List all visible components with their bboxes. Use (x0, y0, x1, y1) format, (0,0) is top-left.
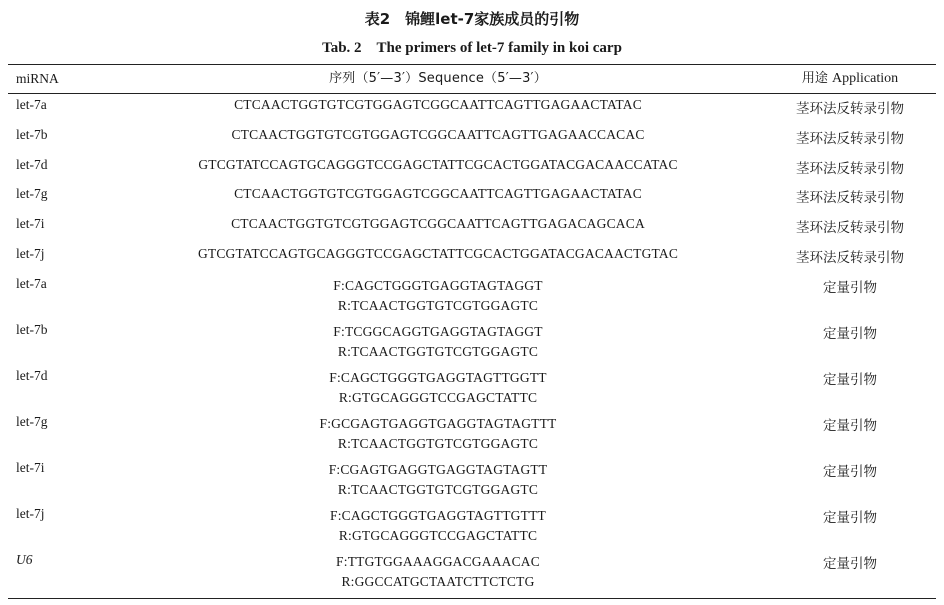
row-application: 定量引物 (823, 464, 877, 480)
row-mirna: let-7g (16, 414, 48, 429)
row-application: 茎环法反转录引物 (796, 220, 904, 236)
reverse-primer: R:GTGCAGGGTCCGAGCTATTC (338, 528, 538, 543)
row-sequence (158, 322, 718, 362)
header-mirna: miRNA (16, 71, 59, 86)
row-sequence: CTCAACTGGTGTCGTGGAGTCGGCAATTCAGTTGAGAACTATAC (234, 97, 642, 112)
row-application: 茎环法反转录引物 (796, 101, 904, 117)
row-sequence (158, 414, 718, 454)
row-sequence: CTCAACTGGTGTCGTGGAGTCGGCAATTCAGTTGAGAACTATAC (234, 186, 642, 201)
forward-primer: F:CGAGTGAGGTGAGGTAGTAGTT (328, 462, 548, 477)
reverse-primer: R:TCAACTGGTGTCGTGGAGTC (337, 298, 539, 313)
table-header (8, 69, 936, 89)
row-mirna: let-7i (16, 216, 45, 231)
row-application: 定量引物 (823, 556, 877, 572)
forward-primer: F:GCGAGTGAGGTGAGGTAGTAGTTT (319, 416, 557, 431)
reverse-primer: R:TCAACTGGTGTCGTGGAGTC (337, 482, 539, 497)
row-sequence (158, 506, 718, 546)
row-application: 茎环法反转录引物 (796, 190, 904, 206)
forward-primer: F:CAGCTGGGTGAGGTAGTTGGTT (329, 370, 547, 385)
row-sequence (158, 276, 718, 316)
reverse-primer: R:GGCCATGCTAATCTTCTCTG (341, 574, 535, 589)
row-mirna: let-7d (16, 368, 48, 383)
row-sequence (158, 460, 718, 500)
row-mirna: let-7d (16, 157, 48, 172)
row-application: 定量引物 (823, 372, 877, 388)
row-application: 定量引物 (823, 326, 877, 342)
row-mirna: U6 (16, 552, 33, 567)
row-application: 茎环法反转录引物 (796, 250, 904, 266)
forward-primer: F:TCGGCAGGTGAGGTAGTAGGT (333, 324, 543, 339)
reverse-primer: R:TCAACTGGTGTCGTGGAGTC (337, 344, 539, 359)
row-application: 定量引物 (823, 418, 877, 434)
table-title-en: Tab. 2 The primers of let-7 family in koi carp (322, 40, 622, 56)
row-sequence: CTCAACTGGTGTCGTGGAGTCGGCAATTCAGTTGAGACAGCACA (231, 216, 645, 231)
row-sequence (158, 368, 718, 408)
table-header-rule (8, 93, 936, 94)
row-mirna: let-7a (16, 97, 47, 112)
reverse-primer: R:GTGCAGGGTCCGAGCTATTC (338, 390, 538, 405)
header-sequence: 序列（5′—3′）Sequence（5′—3′） (329, 71, 547, 86)
row-mirna: let-7i (16, 460, 45, 475)
reverse-primer: R:TCAACTGGTGTCGTGGAGTC (337, 436, 539, 451)
table-top-rule (8, 64, 936, 65)
forward-primer: F:TTGTGGAAAGGACGAAACAC (336, 554, 540, 569)
row-sequence: GTCGTATCCAGTGCAGGGTCCGAGCTATTCGCACTGGATACGACAACCATAC (198, 157, 678, 172)
row-application: 定量引物 (823, 280, 877, 296)
table-bottom-rule (8, 598, 936, 599)
row-mirna: let-7g (16, 186, 48, 201)
forward-primer: F:CAGCTGGGTGAGGTAGTAGGT (333, 278, 543, 293)
row-mirna: let-7b (16, 322, 48, 337)
row-mirna: let-7j (16, 246, 45, 261)
row-sequence: GTCGTATCCAGTGCAGGGTCCGAGCTATTCGCACTGGATACGACAACTGTAC (197, 246, 679, 261)
row-sequence (158, 552, 718, 592)
row-mirna: let-7b (16, 127, 48, 142)
header-application-cn: 用途 (801, 71, 828, 86)
row-mirna: let-7j (16, 506, 45, 521)
row-mirna: let-7a (16, 276, 47, 291)
row-application: 茎环法反转录引物 (796, 131, 904, 147)
row-application: 茎环法反转录引物 (796, 161, 904, 177)
header-application-en: Application (832, 71, 899, 86)
row-sequence: CTCAACTGGTGTCGTGGAGTCGGCAATTCAGTTGAGAACCACAC (231, 127, 645, 142)
table-title-cn: 表2 锦鲤let-7家族成员的引物 (364, 10, 580, 28)
forward-primer: F:CAGCTGGGTGAGGTAGTTGTTT (330, 508, 546, 523)
header-application (768, 69, 932, 89)
row-application: 定量引物 (823, 510, 877, 526)
